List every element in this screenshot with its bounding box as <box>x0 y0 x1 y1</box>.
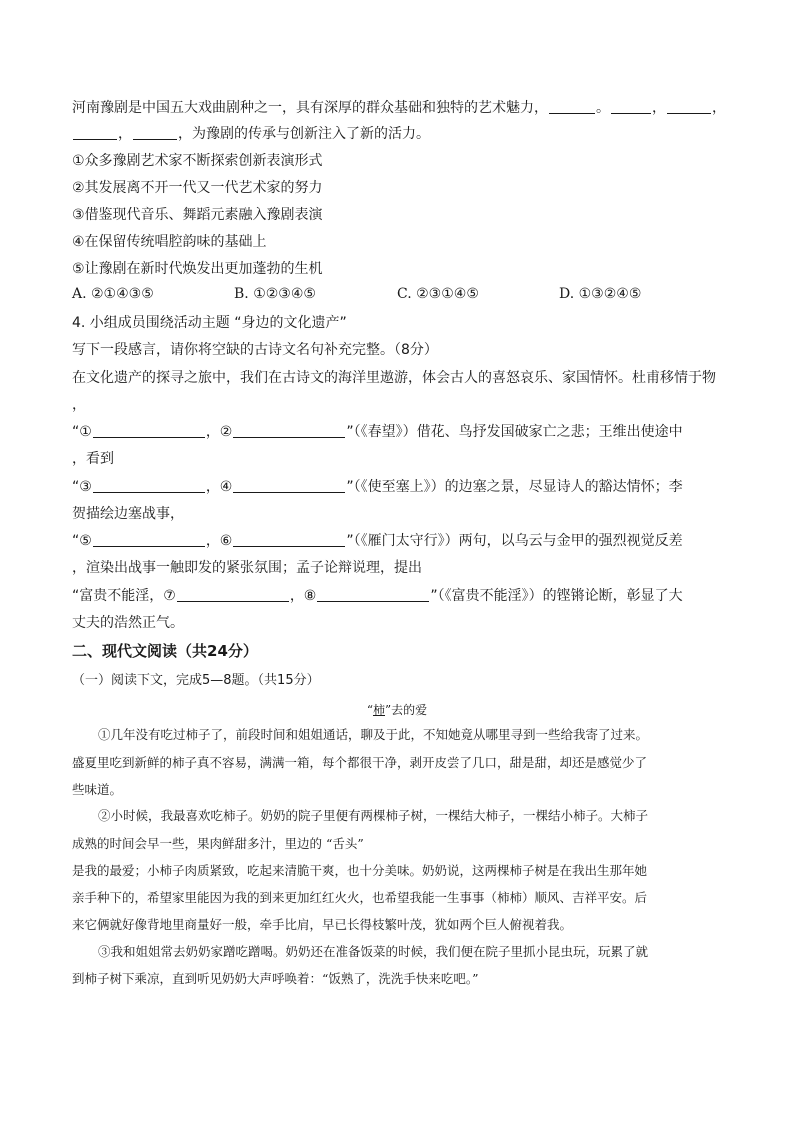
q4-instruction: 写下一段感言，请你将空缺的古诗文名句补充完整。（8分） <box>72 342 438 358</box>
option-d[interactable]: D. ①③②④⑤ <box>559 286 642 302</box>
essay-p2-line-4: 亲手种下的，希望家里能因为我的到来更加红红火火，也希望我能一生事事（柿柿）顺风、吉祥平安。后 <box>72 890 648 905</box>
essay-p1-line-2: 盛夏里吃到新鲜的柿子真不容易，满满一箱，每个都很干净，剥开皮尝了几口，甜是甜，却还是感觉少了 <box>72 755 648 770</box>
essay-p2-line-5: 来它俩就好像背地里商量好一般，牵手比肩，早已长得枝繁叶茂，犹如两个巨人俯视着我。 <box>72 917 573 932</box>
answer-blank-8[interactable] <box>317 587 429 602</box>
answer-blank-3[interactable] <box>93 478 205 493</box>
essay-p1-line-3: 些味道。 <box>72 782 123 797</box>
q4-line-8: ，渲染出战事一触即发的紧张氛围；孟子论辩说理，提出 <box>72 560 422 576</box>
q4-stem: 4. 小组成员围绕活动主题 “身边的文化遗产” <box>72 315 347 331</box>
essay-p2-line-2: 成熟的时间会早一些，果肉鲜甜多汁，里边的 “舌头” <box>72 836 364 851</box>
q3-item-2: ②其发展离不开一代又一代艺术家的努力 <box>72 180 323 196</box>
section-heading: 二、现代文阅读（共24分） <box>72 642 258 660</box>
essay-p3-line-1: ③我和姐姐常去奶奶家蹭吃蹭喝。奶奶还在准备饭菜的时候，我们便在院子里抓小昆虫玩，玩累了就 <box>98 944 649 959</box>
q4-line-3: “① ，② ”（《春望》）借花、鸟抒发国破家亡之悲；王维出使途中 <box>72 424 683 440</box>
answer-blank-4[interactable] <box>233 478 345 493</box>
essay-p1-line-1: ①几年没有吃过柿子了，前段时间和姐姐通话，聊及于此，不知她竟从哪里寻到一些给我寄了过来。 <box>98 727 649 742</box>
answer-blank-1[interactable] <box>93 423 205 438</box>
option-a[interactable]: A. ②①④③⑤ <box>72 286 154 302</box>
q3-line-2: ， ，为豫剧的传承与创新注入了新的活力。 <box>72 124 727 144</box>
q4-line-10: 丈夫的浩然正气。 <box>72 615 184 631</box>
q3-text: 河南豫剧是中国五大戏曲剧种之一，具有深厚的群众基础和独特的艺术魅力， <box>72 100 548 116</box>
q3-line-1: 河南豫剧是中国五大戏曲剧种之一，具有深厚的群众基础和独特的艺术魅力， 。 ， ， <box>72 100 726 116</box>
answer-blank[interactable] <box>667 99 711 114</box>
option-b[interactable]: B. ①②③④⑤ <box>234 286 316 302</box>
q4-line-1: 在文化遗产的探寻之旅中，我们在古诗文的海洋里遨游，体会古人的喜怒哀乐、家国情怀。杜甫移情于物 <box>72 370 716 386</box>
answer-blank[interactable] <box>611 99 651 114</box>
q3-item-5: ⑤让豫剧在新时代焕发出更加蓬勃的生机 <box>72 261 323 277</box>
q4-line-9: “富贵不能淫，⑦ ，⑧ ”（《富贵不能淫》）的铿锵论断，彰显了大 <box>72 588 683 604</box>
q4-line-5: “③ ，④ ”（《使至塞上》）的边塞之景，尽显诗人的豁达情怀；李 <box>72 479 683 495</box>
answer-blank[interactable] <box>549 99 595 114</box>
answer-blank-5[interactable] <box>93 532 205 547</box>
q3-options <box>72 286 727 306</box>
q4-line-4: ，看到 <box>72 451 114 467</box>
essay-title: “柿”去的爱 <box>366 703 428 717</box>
section-subheading: （一）阅读下文，完成5—8题。（共15分） <box>72 673 320 688</box>
essay-p2-line-1: ②小时候，我最喜欢吃柿子。奶奶的院子里便有两棵柿子树，一棵结大柿子，一棵结小柿子。大柿子 <box>98 808 649 823</box>
q4-line-6: 贺描绘边塞战事， <box>72 506 184 522</box>
essay-p2-line-3: 是我的最爱；小柿子肉质紧致，吃起来清脆干爽，也十分美味。奶奶说，这两棵柿子树是在我出生那年她 <box>72 863 648 878</box>
answer-blank-6[interactable] <box>233 532 345 547</box>
answer-blank-7[interactable] <box>177 587 289 602</box>
answer-blank[interactable] <box>73 125 117 140</box>
q4-line-2: ， <box>72 397 86 413</box>
q3-item-1: ①众多豫剧艺术家不断探索创新表演形式 <box>72 153 323 169</box>
q4-line-7: “⑤ ，⑥ ”（《雁门太守行》）两句，以乌云与金甲的强烈视觉反差 <box>72 533 683 549</box>
q3-item-3: ③借鉴现代音乐、舞蹈元素融入豫剧表演 <box>72 207 323 223</box>
q3-item-4: ④在保留传统唱腔韵味的基础上 <box>72 234 267 250</box>
option-c[interactable]: C. ②③①④⑤ <box>397 286 479 302</box>
essay-p3-line-2: 到柿子树下乘凉，直到听见奶奶大声呼唤着：“饭熟了，洗洗手快来吃吧。” <box>72 971 479 986</box>
answer-blank-2[interactable] <box>233 423 345 438</box>
answer-blank[interactable] <box>133 125 177 140</box>
